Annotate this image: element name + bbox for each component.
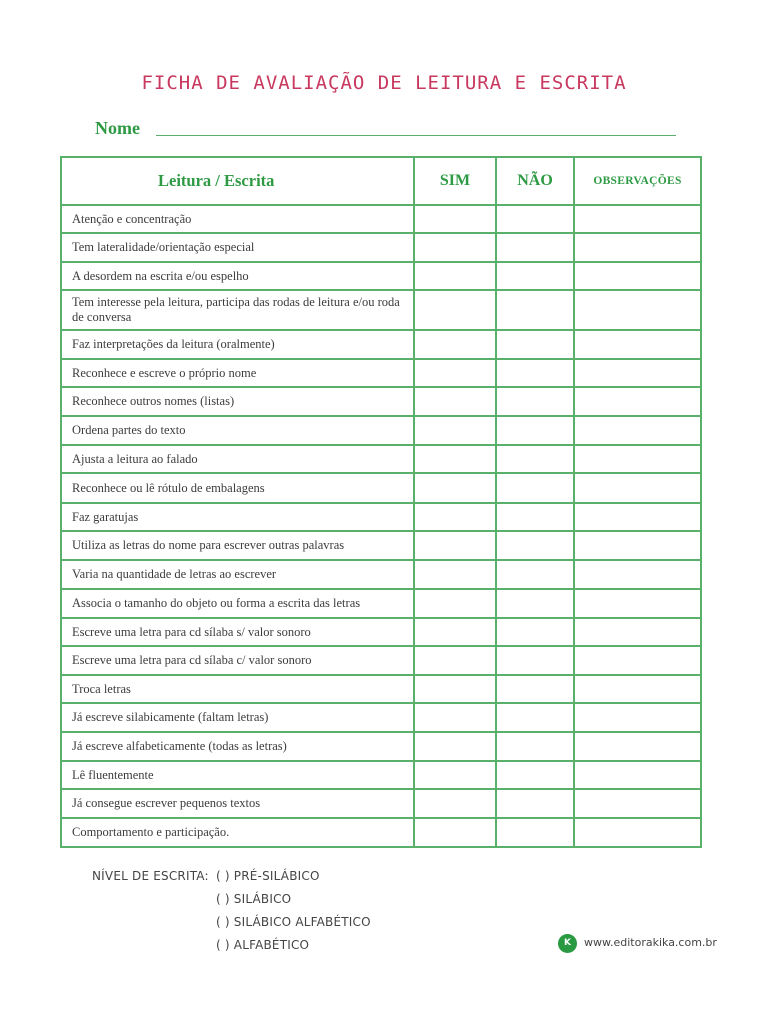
nao-cell[interactable] [496, 290, 574, 330]
table-row [61, 618, 701, 646]
table-row [61, 416, 701, 445]
table-row [61, 703, 701, 732]
table-row [61, 290, 701, 330]
nao-cell[interactable] [496, 262, 574, 290]
sim-cell[interactable] [414, 818, 496, 847]
sim-cell[interactable] [414, 732, 496, 761]
criterion-label: Ordena partes do texto [61, 416, 414, 445]
observacoes-cell[interactable] [574, 262, 701, 290]
sim-cell[interactable] [414, 675, 496, 703]
observacoes-cell[interactable] [574, 205, 701, 233]
criterion-label: Já escreve alfabeticamente (todas as letras) [61, 732, 414, 761]
nao-cell[interactable] [496, 416, 574, 445]
name-field-line[interactable] [156, 135, 676, 136]
observacoes-cell[interactable] [574, 290, 701, 330]
table-row [61, 732, 701, 761]
option-alfabetico[interactable]: ( ) ALFABÉTICO [216, 938, 310, 952]
table-row [61, 262, 701, 290]
sim-cell[interactable] [414, 589, 496, 618]
observacoes-cell[interactable] [574, 618, 701, 646]
nao-cell[interactable] [496, 205, 574, 233]
sim-cell[interactable] [414, 359, 496, 387]
website-url: www.editorakika.com.br [584, 936, 717, 949]
header-reading-writing: Leitura / Escrita [61, 157, 414, 205]
option-silabico-alfabetico[interactable]: ( ) SILÁBICO ALFABÉTICO [216, 915, 371, 929]
criterion-label: Atenção e concentração [61, 205, 414, 233]
nao-cell[interactable] [496, 703, 574, 732]
nao-cell[interactable] [496, 589, 574, 618]
nao-cell[interactable] [496, 732, 574, 761]
table-row [61, 531, 701, 560]
observacoes-cell[interactable] [574, 503, 701, 531]
criterion-label: Comportamento e participação. [61, 818, 414, 847]
page-title: FICHA DE AVALIAÇÃO DE LEITURA E ESCRITA [141, 72, 627, 94]
table-row [61, 445, 701, 473]
criterion-label: Já consegue escrever pequenos textos [61, 789, 414, 818]
sim-cell[interactable] [414, 531, 496, 560]
criterion-label: Reconhece ou lê rótulo de embalagens [61, 473, 414, 503]
sim-cell[interactable] [414, 262, 496, 290]
criterion-label: Tem interesse pela leitura, participa das rodas de leitura e/ou roda de conversa [61, 290, 414, 330]
observacoes-cell[interactable] [574, 560, 701, 589]
writing-level-label: NÍVEL DE ESCRITA: [92, 869, 209, 883]
sim-cell[interactable] [414, 416, 496, 445]
sim-cell[interactable] [414, 473, 496, 503]
observacoes-cell[interactable] [574, 387, 701, 416]
nao-cell[interactable] [496, 233, 574, 262]
observacoes-cell[interactable] [574, 675, 701, 703]
nao-cell[interactable] [496, 359, 574, 387]
criterion-label: Lê fluentemente [61, 761, 414, 789]
sim-cell[interactable] [414, 205, 496, 233]
sim-cell[interactable] [414, 789, 496, 818]
nao-cell[interactable] [496, 618, 574, 646]
sim-cell[interactable] [414, 618, 496, 646]
criterion-label: Utiliza as letras do nome para escrever outras palavras [61, 531, 414, 560]
nao-cell[interactable] [496, 330, 574, 359]
criterion-label: Faz interpretações da leitura (oralmente) [61, 330, 414, 359]
observacoes-cell[interactable] [574, 473, 701, 503]
criterion-label: Faz garatujas [61, 503, 414, 531]
criterion-label: Ajusta a leitura ao falado [61, 445, 414, 473]
table-row [61, 560, 701, 589]
sim-cell[interactable] [414, 761, 496, 789]
table-row [61, 503, 701, 531]
table-row [61, 818, 701, 847]
criterion-label: Escreve uma letra para cd sílaba s/ valor sonoro [61, 618, 414, 646]
criterion-label: Escreve uma letra para cd sílaba c/ valor sonoro [61, 646, 414, 675]
publisher-logo-icon: K [558, 934, 577, 953]
nao-cell[interactable] [496, 473, 574, 503]
observacoes-cell[interactable] [574, 531, 701, 560]
sim-cell[interactable] [414, 387, 496, 416]
nao-cell[interactable] [496, 503, 574, 531]
criterion-label: Reconhece outros nomes (listas) [61, 387, 414, 416]
nao-cell[interactable] [496, 646, 574, 675]
sim-cell[interactable] [414, 330, 496, 359]
table-row [61, 473, 701, 503]
criterion-label: Associa o tamanho do objeto ou forma a escrita das letras [61, 589, 414, 618]
observacoes-cell[interactable] [574, 233, 701, 262]
observacoes-cell[interactable] [574, 789, 701, 818]
nao-cell[interactable] [496, 818, 574, 847]
sim-cell[interactable] [414, 560, 496, 589]
table-row [61, 359, 701, 387]
nao-cell[interactable] [496, 531, 574, 560]
criterion-label: Já escreve silabicamente (faltam letras) [61, 703, 414, 732]
nao-cell[interactable] [496, 387, 574, 416]
table-row [61, 646, 701, 675]
criterion-label: A desordem na escrita e/ou espelho [61, 262, 414, 290]
criterion-label: Troca letras [61, 675, 414, 703]
observacoes-cell[interactable] [574, 416, 701, 445]
observacoes-cell[interactable] [574, 330, 701, 359]
nao-cell[interactable] [496, 789, 574, 818]
sim-cell[interactable] [414, 290, 496, 330]
evaluation-table [60, 156, 702, 848]
nao-cell[interactable] [496, 445, 574, 473]
table-row [61, 330, 701, 359]
table-row [61, 789, 701, 818]
sim-cell[interactable] [414, 646, 496, 675]
sim-cell[interactable] [414, 233, 496, 262]
table-row [61, 233, 701, 262]
criterion-label: Tem lateralidade/orientação especial [61, 233, 414, 262]
observacoes-cell[interactable] [574, 761, 701, 789]
nao-cell[interactable] [496, 560, 574, 589]
name-label: Nome [95, 118, 140, 138]
observacoes-cell[interactable] [574, 589, 701, 618]
observacoes-cell[interactable] [574, 818, 701, 847]
observacoes-cell[interactable] [574, 359, 701, 387]
option-pre-silabico[interactable]: ( ) PRÉ-SILÁBICO [216, 869, 320, 883]
observacoes-cell[interactable] [574, 732, 701, 761]
header-nao: NÃO [496, 157, 574, 205]
observacoes-cell[interactable] [574, 646, 701, 675]
observacoes-cell[interactable] [574, 445, 701, 473]
header-observacoes: OBSERVAÇÕES [574, 157, 701, 205]
table-row [61, 589, 701, 618]
table-row [61, 675, 701, 703]
sim-cell[interactable] [414, 503, 496, 531]
sim-cell[interactable] [414, 703, 496, 732]
sim-cell[interactable] [414, 445, 496, 473]
header-sim: SIM [414, 157, 496, 205]
table-row [61, 205, 701, 233]
criterion-label: Reconhece e escreve o próprio nome [61, 359, 414, 387]
table-row [61, 387, 701, 416]
observacoes-cell[interactable] [574, 703, 701, 732]
nao-cell[interactable] [496, 761, 574, 789]
table-header-row [61, 157, 701, 205]
option-silabico[interactable]: ( ) SILÁBICO [216, 892, 292, 906]
criterion-label: Varia na quantidade de letras ao escrever [61, 560, 414, 589]
nao-cell[interactable] [496, 675, 574, 703]
table-row [61, 761, 701, 789]
